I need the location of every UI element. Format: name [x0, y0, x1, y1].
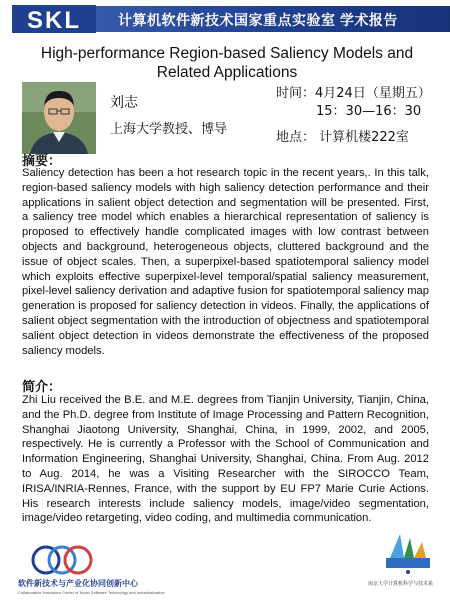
collaborative-center-subtitle: Collaborative Innovation Center of Novel Software Technology and Industrialization — [18, 590, 165, 595]
nju-cs-caption: 南京大学计算机科学与技术系 — [368, 581, 434, 587]
talk-time-range: 15：30—16：30 — [316, 104, 422, 119]
speaker-affiliation: 上海大学教授、博导 — [110, 122, 228, 137]
abstract-text: Saliency detection has been a hot research topic in the recent years,. In this talk, region-based saliency models with high saliency detection performance and their applications in salient object detection and segmentation will be presented. First, a saliency tree model which enables a hierarchical representation of saliency is proposed to effectively handle complicated images with low contrast between objects and background, heterogeneous objects, cluttered background and the issue of object scales. Then, a superpixel-based spatiotemporal saliency model which exploits effective superpixel-level temporal/spatial saliency measurement, pixel-level saliency derivation and adaptive fusion for spatiotemporal saliency map generation is proposed for saliency detection in videos. Finally, the applications of salient object segmentation with the introduction of objectness and spatiotemporal salient object detection in videos demonstrate the effectiveness of the proposed saliency models. — [22, 167, 429, 357]
abstract-heading: 摘要： — [22, 154, 62, 169]
speaker-photo — [22, 82, 96, 154]
header-title: 计算机软件新技术国家重点实验室 学术报告 — [118, 12, 398, 28]
talk-date: 时间：4月24日（星期五） — [276, 86, 431, 101]
header-banner — [0, 0, 450, 38]
bio-heading: 简介： — [22, 380, 62, 395]
bio-text: Zhi Liu received the B.E. and M.E. degrees from Tianjin University, Tianjin, China, and the Ph.D. degree from Institute of Image Processing and Pattern Recognition, Shanghai Jiaotong University, Shanghai, China, in 1999, 2002, and 2005, respectively. He is currently a Professor with the School of Communication and Information Engineering, Shanghai University, Shanghai, China. From Aug. 2012 to Aug. 2014, he was a Visiting Researcher with the SIROCCO Team, IRISA/INRIA-Rennes, France, with the support by EU FP7 Marie Curie Actions. His research interests include saliency models, image/video segmentation, image/video retargeting, video coding, and multimedia communication. — [22, 394, 429, 525]
speaker-name: 刘志 — [110, 95, 138, 111]
nju-cs-logo — [378, 528, 438, 576]
collaborative-center-name: 软件新技术与产业化协同创新中心 — [18, 579, 138, 588]
talk-title: High-performance Region-based Saliency Models and Related Applications — [40, 45, 414, 81]
talk-location: 地点： 计算机楼222室 — [276, 130, 409, 145]
skl-logo-text: SKL — [27, 7, 81, 34]
skl-logo — [12, 2, 96, 36]
